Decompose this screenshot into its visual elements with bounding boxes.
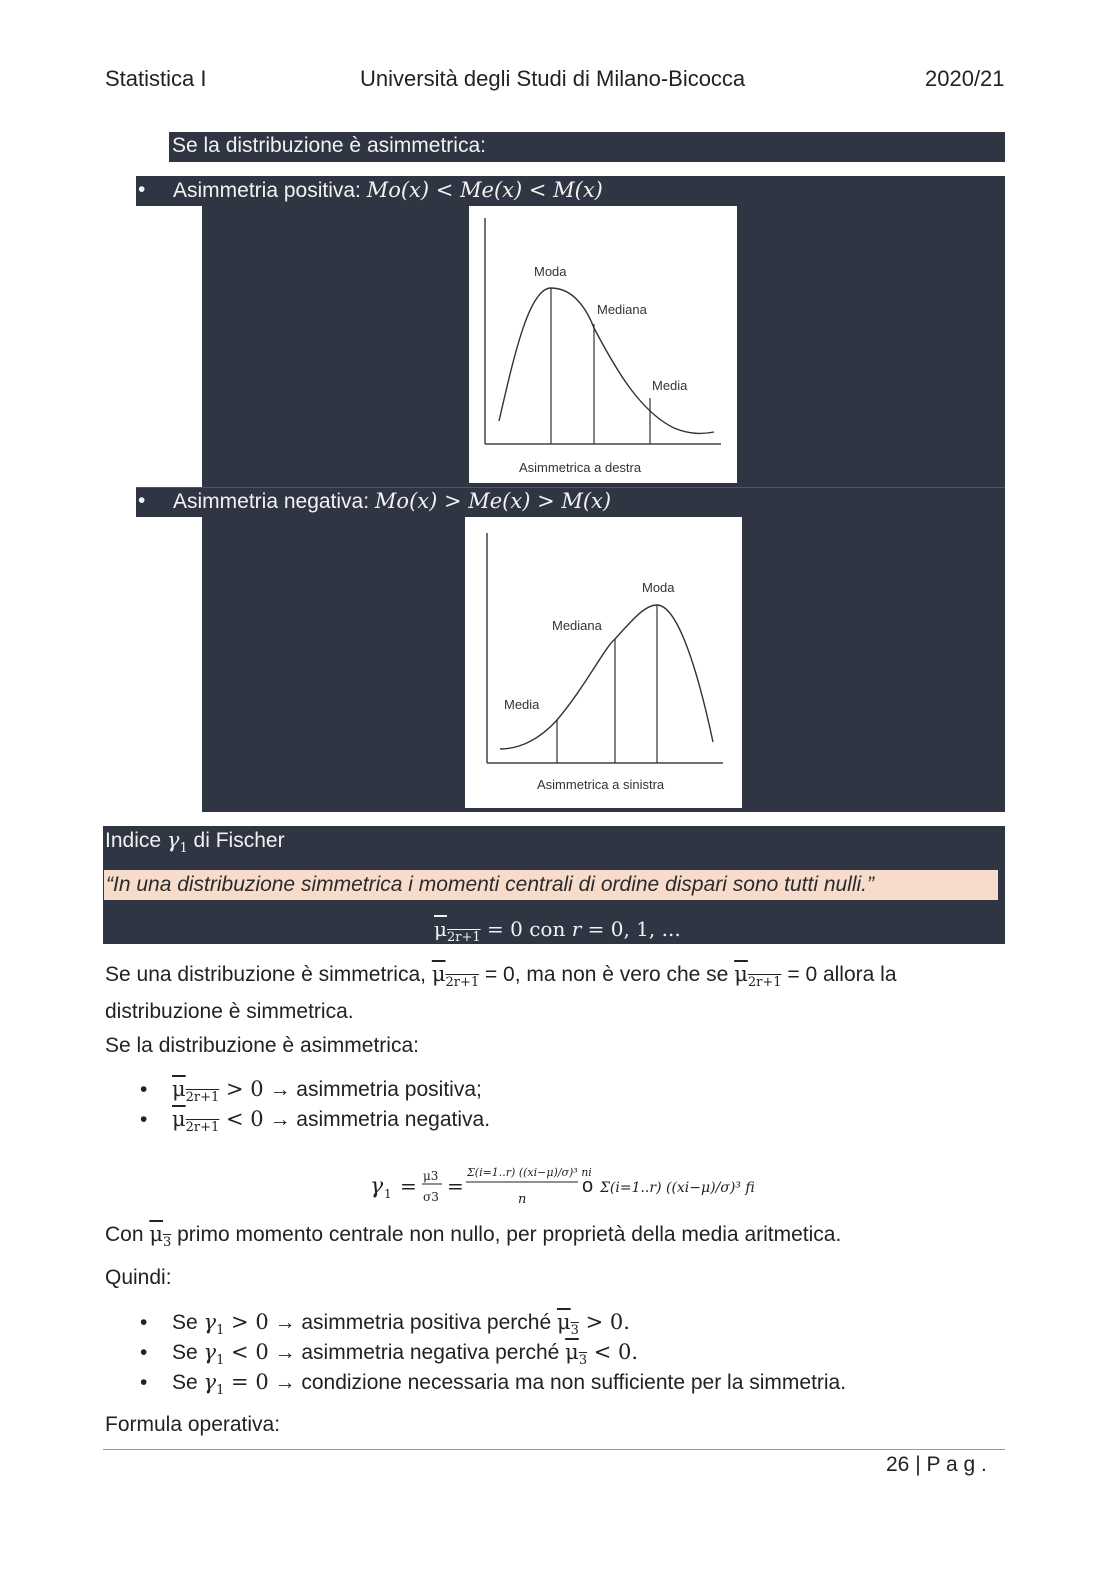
footer-rule — [103, 1449, 1005, 1450]
svg-text:Σ(i=1..r) ((xi−μ)/σ)³ ni: Σ(i=1..r) ((xi−μ)/σ)³ ni — [467, 1166, 592, 1179]
header-course: Statistica I — [105, 66, 207, 91]
paragraph-mu3: Con $\overline{\mu}_3$ primo momento centrale non nullo, per proprietà della media aritmetica. — [105, 1222, 842, 1251]
paragraph-symmetric: Se una distribuzione è simmetrica, $\overline{\mu}_{2r+1} = 0$, ma non è vero che se $\overline{\mu}_{2r+1} = 0$ allora la distribuzione è simmetrica. — [105, 962, 897, 1024]
positive-bullet-bar — [136, 176, 1005, 206]
svg-text:γ: γ — [370, 1174, 384, 1199]
figure-caption: Asimmetrica a sinistra — [537, 777, 665, 792]
label-media: Media — [504, 697, 540, 712]
svg-text:σ3: σ3 — [423, 1190, 439, 1204]
label-moda: Moda — [534, 264, 567, 279]
fischer-formula: $\overline{\mu}_{2r+1} = 0$ con r = 0, 1, ... — [434, 917, 681, 945]
svg-text:μ3: μ3 — [423, 1169, 439, 1183]
right-skew-figure — [469, 206, 737, 483]
label-mediana: Mediana — [552, 618, 602, 633]
paragraph-asym: Se la distribuzione è asimmetrica: — [105, 1034, 419, 1057]
negative-bullet-bar — [136, 488, 1005, 517]
fischer-quote: “In una distribuzione simmetrica i momenti centrali di ordine dispari sono tutti nulli.” — [104, 870, 998, 900]
bullet-negative: • $\overline{\mu}_{2r+1} < 0$ → asimmetria negativa. — [140, 1107, 491, 1136]
bullet-positive: • $\overline{\mu}_{2r+1} > 0$ → asimmetria positiva; — [140, 1077, 482, 1106]
positive-label: Asimmetria positiva: Mo(x) < Me(x) < M(x) — [173, 178, 603, 202]
bullet-gamma-negative: • Se $\gamma_1 < 0$ → asimmetria negativa perché $\overline{\mu}_3 < 0$. — [140, 1340, 639, 1369]
fischer-title: Indice $\gamma_1$ di Fischer — [105, 828, 285, 857]
label-mediana: Mediana — [597, 302, 647, 317]
positive-formula: Mo(x) < Me(x) < M(x) — [366, 178, 603, 202]
bullet-dot: • — [138, 178, 146, 201]
formula-operativa-label: Formula operativa: — [105, 1413, 281, 1436]
asymmetry-heading: Se la distribuzione è asimmetrica: — [172, 134, 486, 157]
negative-formula: Mo(x) > Me(x) > M(x) — [374, 489, 612, 513]
svg-text:=: = — [400, 1174, 417, 1198]
header-year: 2020/21 — [925, 66, 1005, 91]
bullet-dot: • — [138, 489, 146, 512]
left-skew-figure — [465, 517, 742, 808]
asymmetry-heading-bar — [169, 132, 1005, 162]
negative-label: Asimmetria negativa: Mo(x) > Me(x) > M(x) — [173, 489, 612, 513]
label-moda: Moda — [642, 580, 675, 595]
svg-text:n: n — [518, 1192, 527, 1207]
svg-text:1: 1 — [384, 1187, 392, 1201]
header-university: Università degli Studi di Milano-Bicocca — [360, 66, 746, 91]
label-media: Media — [652, 378, 688, 393]
svg-text:Σ(i=1..r) ((xi−μ)/σ)³ fi: Σ(i=1..r) ((xi−μ)/σ)³ fi — [600, 1180, 755, 1196]
figure-caption: Asimmetrica a destra — [519, 460, 642, 475]
gamma-formula — [360, 1148, 760, 1214]
page-number: 26 | P a g . — [886, 1453, 987, 1476]
svg-text:o: o — [582, 1175, 594, 1197]
svg-text:=: = — [447, 1174, 464, 1198]
quindi-label: Quindi: — [105, 1266, 172, 1289]
bullet-gamma-zero: • Se $\gamma_1 = 0$ → condizione necessaria ma non sufficiente per la simmetria. — [140, 1370, 847, 1399]
bullet-gamma-positive: • Se $\gamma_1 > 0$ → asimmetria positiva perché $\overline{\mu}_3 > 0$. — [140, 1310, 630, 1339]
